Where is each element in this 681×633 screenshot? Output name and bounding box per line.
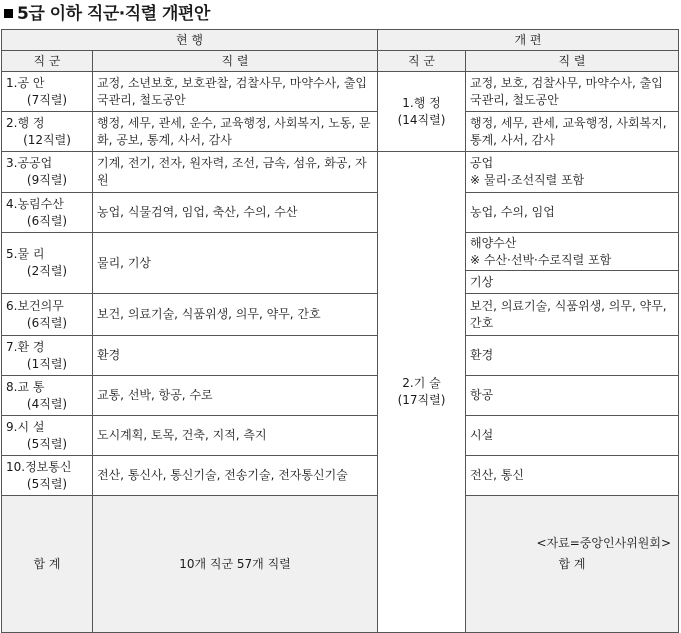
- series-cell: 물리, 기상: [93, 233, 378, 294]
- group-cell: [2, 336, 93, 376]
- group-name: 2.기 술: [402, 376, 441, 390]
- group-name: 8.교 통: [6, 379, 45, 394]
- series-cell: 환경: [93, 336, 378, 376]
- table-row: [2, 416, 679, 456]
- series-text: 공업: [470, 156, 494, 170]
- group-name: 1.행 정: [402, 95, 441, 110]
- table-row: [2, 456, 679, 496]
- proposed-series-cell: 시설: [466, 416, 679, 456]
- group-count: (14직렬): [397, 112, 446, 127]
- group-count: (1직렬): [26, 356, 68, 371]
- square-bullet-icon: [4, 9, 13, 18]
- table-row: [2, 72, 679, 112]
- table-row: [2, 294, 679, 336]
- title-text: 5급 이하 직군·직렬 개편안: [17, 4, 210, 24]
- proposed-series-cell: 보건, 의료기술, 식품위생, 의무, 약무, 간호: [466, 294, 679, 336]
- series-cell: 행정, 세무, 관세, 운수, 교육행정, 사회복지, 노동, 문화, 공보, 통계, 사서, 감사: [93, 112, 378, 152]
- group-name: 7.환 경: [6, 339, 45, 354]
- group-count: (5직렬): [26, 436, 68, 451]
- group-count: (9직렬): [26, 173, 68, 187]
- totals-current: 10개 직군 57개 직렬: [93, 496, 378, 633]
- source-note: <자료=중앙인사위원회>: [536, 536, 671, 550]
- series-cell: 도시계획, 토목, 건축, 지적, 측지: [93, 416, 378, 456]
- header-group-current: 직 군: [2, 51, 93, 72]
- proposed-series-cell: [466, 233, 679, 271]
- proposed-group-cell: [378, 72, 466, 152]
- group-name: 1.공 안: [6, 75, 45, 90]
- group-name: 10.정보통신: [6, 459, 72, 474]
- group-count: (4직렬): [26, 396, 68, 411]
- table-row: [2, 336, 679, 376]
- proposed-series-cell: 행정, 세무, 관세, 교육행정, 사회복지, 통계, 사서, 감사: [466, 112, 679, 152]
- proposed-series-cell: 교정, 보호, 검찰사무, 마약수사, 출입국관리, 철도공안: [466, 72, 679, 112]
- header-group-proposed: 직 군: [378, 51, 466, 72]
- group-cell: [2, 294, 93, 336]
- page-title: [2, 1, 210, 27]
- series-text: 해양수산: [470, 235, 517, 250]
- proposed-series-cell: 기상: [466, 271, 679, 294]
- totals-label: 합 계: [466, 496, 679, 633]
- group-cell: [2, 376, 93, 416]
- table-row: [2, 233, 679, 271]
- group-count: (2직렬): [26, 264, 68, 278]
- group-name: 2.행 정: [6, 115, 45, 130]
- group-name: 3.공공업: [6, 156, 53, 170]
- header-series-current: 직 렬: [93, 51, 378, 72]
- series-cell: 보건, 의료기술, 식품위생, 의무, 약무, 간호: [93, 294, 378, 336]
- table-row: [2, 193, 679, 233]
- totals-row: [2, 496, 679, 633]
- group-name: 4.농림수산: [6, 196, 64, 211]
- group-count: (17직렬): [397, 393, 446, 407]
- totals-label: 합 계: [2, 496, 93, 633]
- table-row: [2, 152, 679, 193]
- series-note: ※ 수산·선박·수로직렬 포함: [470, 252, 612, 267]
- table-row: [2, 376, 679, 416]
- group-count: (5직렬): [26, 476, 68, 491]
- group-name: 5.물 리: [6, 247, 45, 261]
- group-name: 6.보건의무: [6, 298, 64, 313]
- group-cell: [2, 416, 93, 456]
- group-count: (6직렬): [26, 213, 68, 228]
- series-cell: 전산, 통신사, 통신기술, 전송기술, 전자통신기술: [93, 456, 378, 496]
- group-cell: [2, 152, 93, 193]
- group-name: 9.시 설: [6, 419, 45, 434]
- header-row-2: [2, 51, 679, 72]
- group-cell: [2, 112, 93, 152]
- header-current: 현 행: [2, 30, 378, 51]
- group-cell: [2, 233, 93, 294]
- proposed-series-cell: 항공: [466, 376, 679, 416]
- group-cell: [2, 193, 93, 233]
- series-note: ※ 물리·조선직렬 포함: [470, 173, 585, 187]
- series-cell: 교통, 선박, 항공, 수로: [93, 376, 378, 416]
- table-row: [2, 112, 679, 152]
- group-cell: [2, 456, 93, 496]
- proposed-series-cell: 환경: [466, 336, 679, 376]
- proposed-series-cell: 농업, 수의, 임업: [466, 193, 679, 233]
- header-series-proposed: 직 렬: [466, 51, 679, 72]
- proposed-series-cell: 전산, 통신: [466, 456, 679, 496]
- proposed-group-cell: [378, 152, 466, 633]
- header-proposed: 개 편: [378, 30, 679, 51]
- series-cell: 교정, 소년보호, 보호관찰, 검찰사무, 마약수사, 출입국관리, 철도공안: [93, 72, 378, 112]
- group-count: (6직렬): [26, 315, 68, 330]
- proposed-series-cell: [466, 152, 679, 193]
- group-cell: [2, 72, 93, 112]
- series-cell: 농업, 식물검역, 임업, 축산, 수의, 수산: [93, 193, 378, 233]
- header-row-1: [2, 30, 679, 51]
- group-count: (7직렬): [26, 92, 68, 107]
- group-count: (12직렬): [23, 132, 71, 147]
- series-cell: 기계, 전기, 전자, 원자력, 조선, 금속, 섬유, 화공, 자원: [93, 152, 378, 193]
